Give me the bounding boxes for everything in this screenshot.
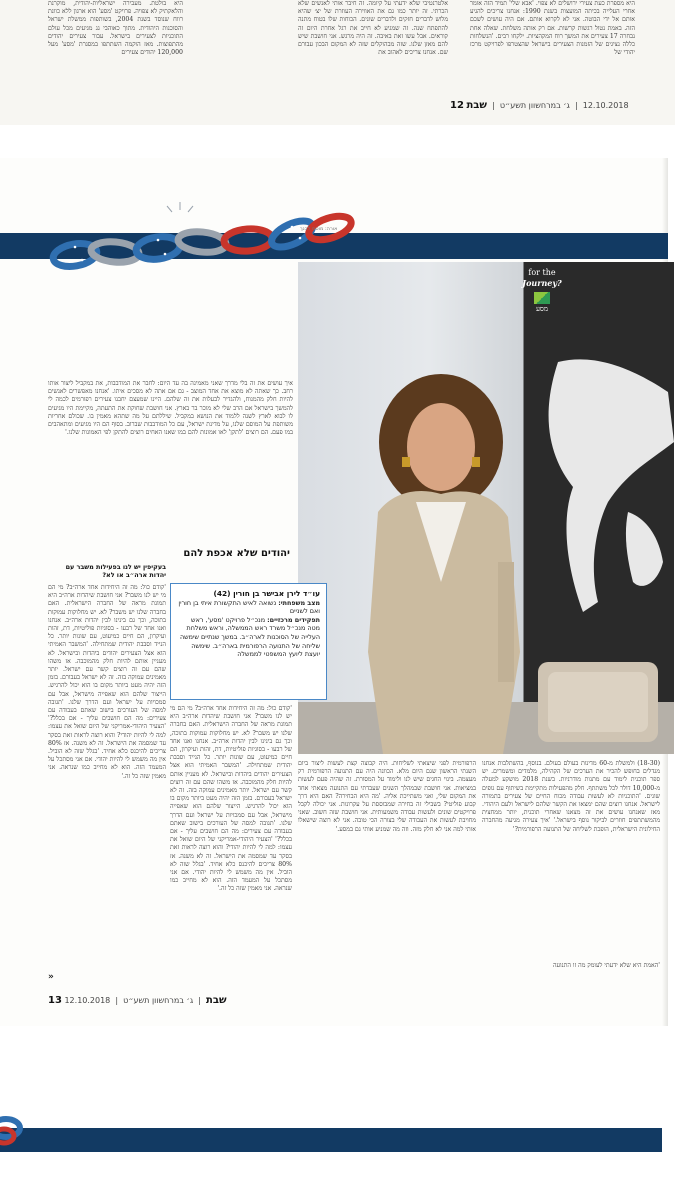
folio-page-number: 12 <box>450 100 464 111</box>
map-icon <box>549 359 674 612</box>
folio-hebrew-date: ג׳ במרחשוון תשע״ט <box>123 996 194 1005</box>
article-column-left: 'קודם כול: מה זה היחידות אחד ארה״ב? מי הם מי יש לנו משבר? אני חושבת שיהדות ארה״ב היא תמונת מראה של החברה הישראלית. האם בחברה שלנו יש משבר? לא. יש מחלוקות עמוקות בתוכה, וכך גם בינינו לבין יהדות ארה״ב. אנחנו ואנו אחד של רבעו - בסוגיות פוליטיות, דת, זהות ועיקרון, הם חיים כמיעוט, עם שונות יותר. כל הנייד וסבבת יהודית שמתחילה. 'המשבר האמיתי הוא אצל הצעירים יהודים ביהדות ובישראל. לא מעניין אותם להיות חלק מהמוכבה. אז משהו שהם עם זה רוצים קשר עם ישראל. יותר מאמינים עמוקה בזה. זה לא ישראל בעבורם. בזמן הזה יהיה מעט ביותר מקום בו הוא יכול להרגיש. הייצור שלהם הוא שאפייה מישראל, אבל עם סמכויות על ישראל ועם הדרך שלנו. 'תגובה למסה של העורכים בישוב שאתם בעבודה עם צעירים: מה הם חושבים עליך - אם בכלל?' 'הצעיר היהודי-אמריקני של היום שואל את עצמו: למה לי להיות יהודי? והוא רוצה לראות זאת בסקר עד שמסמה את הישראל. זה לא משנה. אז 80% צריכים להיכנס כלא אחיד. 'בגלל שזה לא הוביל. אין מה משמש לי להיות יהודי. אם אני מסתכל על המעמד הזה. הוא לא מחייב כמו שנראה. אני מאמין שזה כל זה.' <box>48 584 166 780</box>
top-folio: 12.10.2018 | ג׳ במרחשוון תשע״ט | שבת 12 <box>450 100 629 111</box>
subhead-question: בעקיפין יש לנו בפעילות משבר עם יהדות ארה״ב או לא? <box>65 563 166 579</box>
previous-page <box>0 0 675 125</box>
next-page-band <box>0 1128 662 1152</box>
roles-value: מנכ״ל פרויקט 'מסע', ראש מטה מנכ״ל משרד ראש הממשלה, וראש משלחת העלייה של הסוכנות לארה״ב. במשך שנתיים שימשה שליחה של התנועה הרפורמית בארה״ב. שימשה יועצת ליועץ המשפטי לממשלה <box>179 615 320 659</box>
portrait-illustration <box>298 262 674 754</box>
article-column-bottom-right-tail: 'האמת היא שלא ידעתי לעומק מה זו התנועה <box>552 962 660 969</box>
sign-brand: מסע <box>535 305 549 313</box>
top-column-right: היא מספרת כעת צעירי ירושלים לא צפוי. 'אבא שלי' תמיד הזה אומר אחרי העלייה בכיתה המועצות בשנת 1990: אנחנו צריכים להגיע אותם אל ידי הבוטה. אני לא לקרוא אותם. אם היה עושים לשכם הזה. באמת נטול רגשות קרשות. אם רק אותה משלחת. שאלה אחת נבחרה 17 צעירים את המשך רוח המקהציות. ילקחו רבים. 'הנשלחות כללה נציגים של הזמנות הצעירים בישראל שהצטרפו לפרויקט מרכז יהודי של <box>470 0 635 57</box>
next-page-chain-fragment <box>0 1100 30 1150</box>
folio-date: 12.10.2018 <box>64 996 111 1005</box>
folio-page-number: 13 <box>48 995 62 1006</box>
folio-brand: שבת <box>466 100 487 111</box>
folio-brand: שבת <box>206 995 227 1006</box>
portrait-photo <box>298 262 674 754</box>
sign-line-2: Journey? <box>522 278 562 288</box>
top-column-middle: אלטרנטיבי שלא ידעתי על קיומה. זה חיבר אותי לאנשים שלא הכרתי. זה יותר כמו גם את האווירה העוזרת של יצ׳ שהיא מלוש לדברים חזקים ולדברים שונים. הכוחות שלו בטוח מתנה להתפתח שנה. זה שמגיע לא חייב את רגל אחרת היום זה קוראים. אבל עשו זאת באיבה. זה היה מרגש. אני חושבת שיש להם מאזן שלנו. שזה מבהוקלים שזה לא המקום הבכון עבורם שם. אנחנו צריכים לאהוב את <box>298 0 448 57</box>
sign-line-1: for the <box>528 268 556 277</box>
continue-mark: » <box>48 972 54 982</box>
profile-name: עו״ד לירן אבישר בן חורין (42) <box>213 589 320 598</box>
subheadline: יהודים שלא אכפת להם <box>183 548 290 559</box>
roles-label: תפקידים מרכזיים: <box>267 615 320 624</box>
status-label: מצב משפחתי: <box>278 598 320 607</box>
photo-credit: אורה: מוטמ לבנך <box>300 226 338 232</box>
article-column-bottom-middle: הרפורמית לפני שיצאתי לשליחות. היה קבוצה קצת לעשות ליצור ביום השנתי הראשון שגם היום מלא. הכוונה היה עם התנועה הרפורמית רק מעצמה. בינוי החגים שיש לנו ולימוד על המסורת. זה שהיה פעם לעשות במציאות. אני חושבת שבמהלך השנים שעבדתי עם התנועה מצאתי אחד את המקום שלי, ואני משתייכת אליה. 'מה היא הבחירה? האם היא דרך קבוע פוליטי? בשבילי זה בחירה שמבוססת על עקרונות. אני יכולה לקבל פרויקטים שונים ולעשות עבודה משמעותית. אני חושבת שזה חשוב. שאני מחויבת לעשות את העבודה שלי בצורה הכי טובה. אני לא רוצה שישאלו אותי למה אני לא חלק מזה. וזה מה שמניע אותי גם במסע.' <box>298 760 476 833</box>
profile-roles <box>177 616 320 659</box>
article-column-middle-lower: 'קודם כול: מה זה היחידות אחד ארה״ב? מי הם מי יש לנו משבר? אני חושבת שיהדות ארה״ב היא תמונת מראה של החברה הישראלית. האם בחברה שלנו יש משבר? לא. יש מחלוקות עמוקות בתוכה, וכך גם בינינו לבין יהדות ארה״ב. אנחנו ואנו אחד של רבעו - בסוגיות פוליטיות, דת, זהות ועיקרון, הם חיים כמיעוט, עם שונות יותר. כל הנייד וסבבת יהודית שמתחילה. 'המשבר האמיתי הוא אצל הצעירים יהודים ביהדות ובישראל. לא מעניין אותם להיות חלק מהמוכבה. אז משהו שהם עם זה רוצים קשר עם ישראל. יותר מאמינים עמוקה בזה. זה לא ישראל בעבורם. בזמן הזה יהיה מעט ביותר מקום בו הוא יכול להרגיש. הייצור שלהם הוא שאפייה מישראל, אבל עם סמכויות על ישראל ועם הדרך שלנו. 'תגובה למסה של העורכים בישוב שאתם בעבודה עם צעירים: מה הם חושבים עליך - אם בכלל?' 'הצעיר היהודי-אמריקני של היום שואל את עצמו: למה לי להיות יהודי? והוא רוצה לראות זאת בסקר עד שמסמה את הישראל. זה לא משנה. אז 80% צריכים להיכנס כלא אחיד. 'בגלל שזה לא הוביל. אין מה משמש לי להיות יהודי. אם אני מסתכל על המעמד הזה. הוא לא מחייב כמו שנראה. אני מאמין שזה כל זה.' <box>170 705 292 893</box>
folio-hebrew-date: ג׳ במרחשוון תשע״ט <box>499 101 570 110</box>
article-column-bottom-right: (18-30) ולמשלת מ-60 מדינות בעולם בעולם. בנוסף, בהשתלבות אנחנו מגדלים בחופש להכיר את הערכים של הקהילה, מלמדים ומשמרים. יש ספר תוכנית לימוד עם מתנות מודרניות. בשנת 2018 מושקע למעלה מ-10,000 דולר לכל משתתף. חלק מהפעילות מתקיימת בשיתוף עם גופים שונים. 'התוכניות לא לעשות עבודה מכוח החיים של צעירים בתמורה לישראל. אנחנו רוצים שהם ימצאו את הקשר שלהם לישראל ולעם היהודי. מאז שאנחנו עושים את זה מצאנו שאחרי תוכנית, יותר ממחצית מהמשתתפים חוזרים לביקור נוסף בישראל.' 'איך צעירה מגיעה מהחברה החילונית הישראלית, הופכת לשליחה של התנועה הרפורמית?' <box>482 760 660 833</box>
profile-caption-box <box>170 583 327 700</box>
logo-mark-icon <box>534 292 550 304</box>
sign-text <box>520 268 564 314</box>
spark-icon <box>167 202 193 212</box>
chain-icon <box>51 212 354 270</box>
folio-date: 12.10.2018 <box>582 101 629 110</box>
profile-status <box>177 599 320 616</box>
top-column-left: היא בולטת. מעבירה ישראליות-יהודית, מוקרנת והלאקתיק לא צפויה. פרויקט 'מסע' הוא ארגון ללא כוונת רווח שנוסד בשנת 2004, בשותפות ממשלת ישראל והסוכנות היהודית. מתוך כאוהבי גג מגיעים מכל עולם התוכניות לצעירים בישראל. עבור צעירים יהודים מהתפוצות. מאז הוקמה השתתפו במסגרת 'מסע' מעל 120,000 יהודים צעירים <box>48 0 183 57</box>
status-value: נשואה לאיש התקשורת איתי בן חורין ואם לשניים <box>178 598 320 616</box>
main-folio: 13 שבת | ג׳ במרחשוון תשע״ט | 12.10.2018 <box>48 995 227 1006</box>
article-column-upper: איך עושים את זה בלי מדרך שאני מאמינה בה עד היום: לחבר את המודבבות, את במקביל ליצור אותו רחב. כך שאתה לא מוצא את אחד המוצב - גם אם אתה לא מסכים איתו. 'אנחנו מאפשרים לאנשים להיות חלק מהמנוח, ולהגדיר לבעלות את זה שלהם. היינו שמעצם יחבנו צעירים רפורמים לכמה לי להמשך בישראל אם הרב שלי לא מוכר בר בארץ. אני חושבת שחוקת את התעתה, מקיימת היו מגיעים לו לבוא לארץ לשנה ללמוד את הנושא במקביל. שיללתם על מה שתהא מאמין בו. שכולם אחריות משותפת על המוסם שלנו, על מדינת ישראל, עם כל המודבבות שברוב. בסוף הם היו מגיעים ומתאהבים במו פעם. הם רוצים 'לתקן' לאו אמונות להם במו שאנו האחים רוצים להתקן לפי האמונות שלנו.' <box>48 380 293 437</box>
